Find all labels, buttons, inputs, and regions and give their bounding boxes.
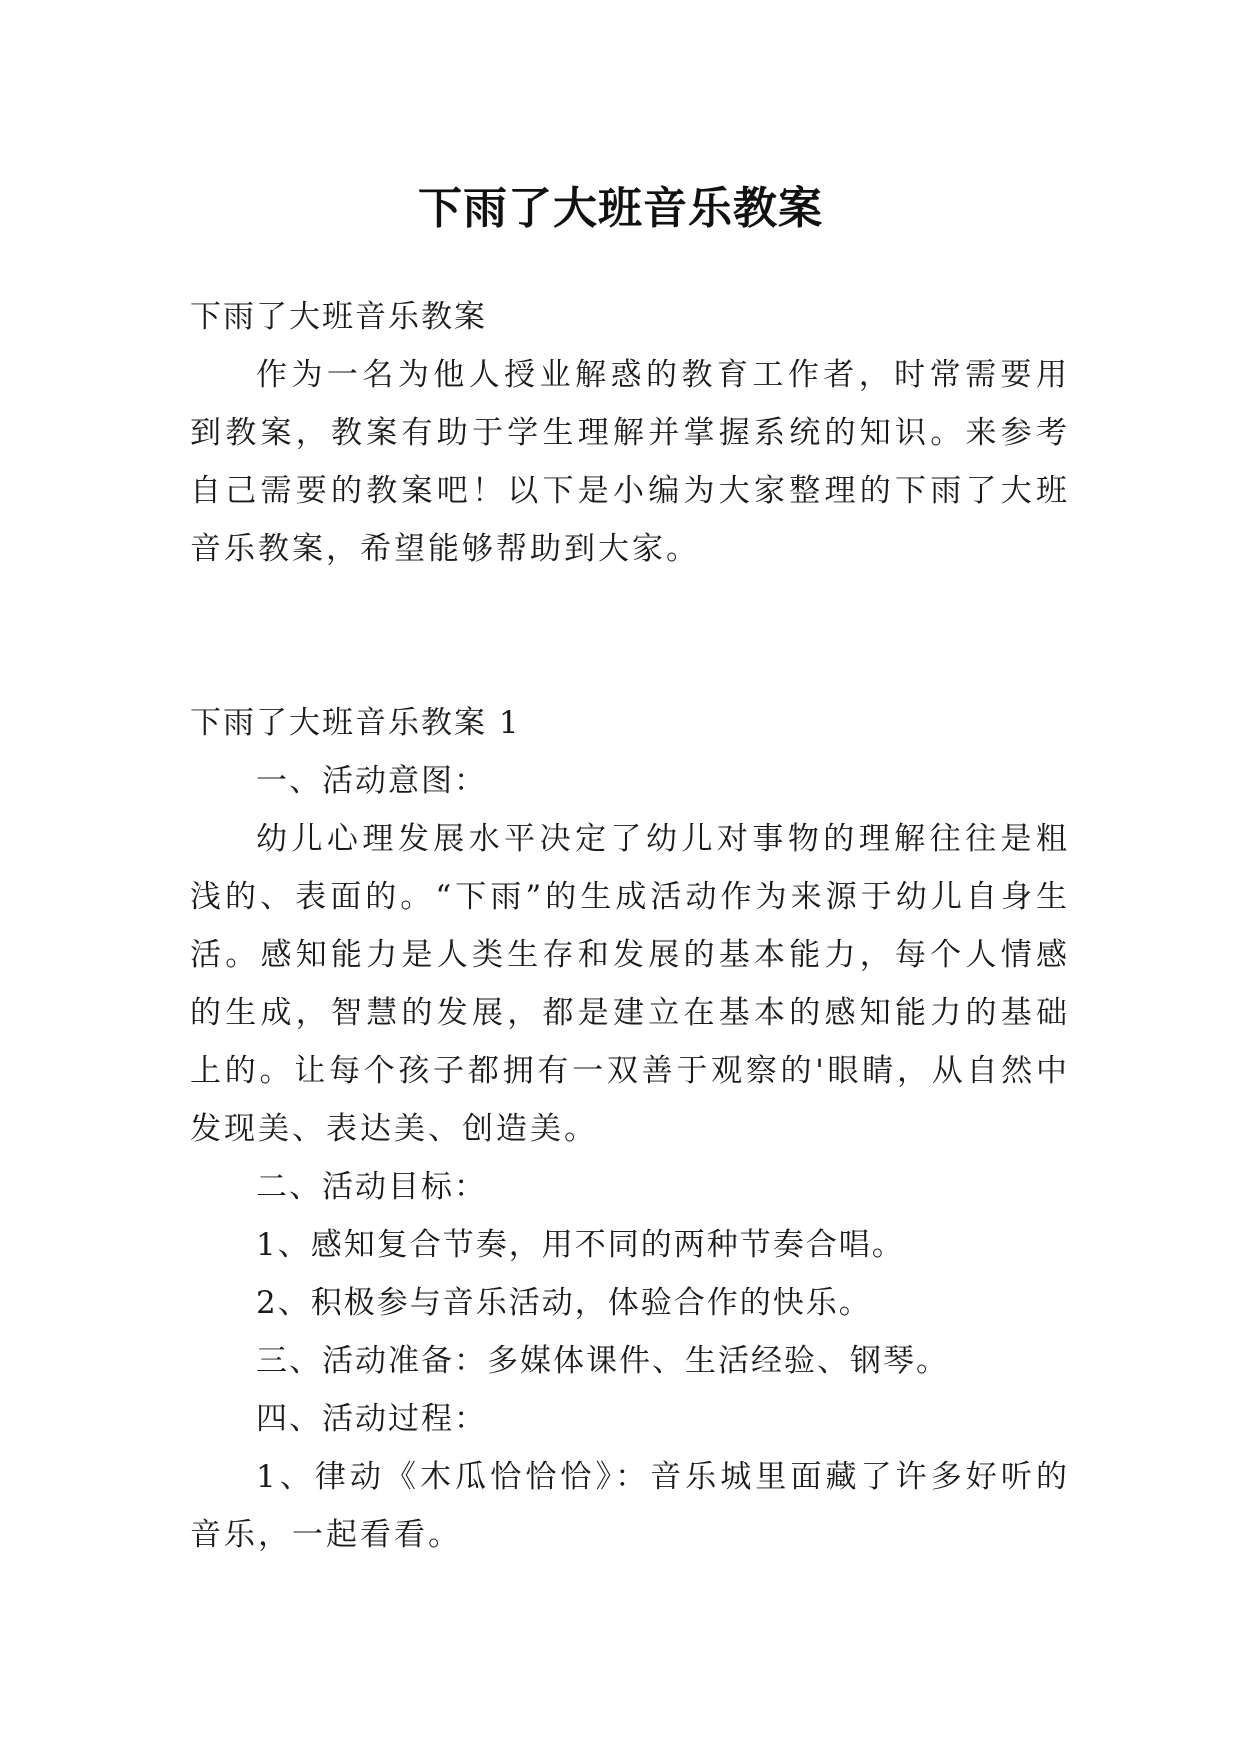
document-title: 下雨了大班音乐教案 bbox=[418, 183, 823, 235]
preparation-line: 三、活动准备：多媒体课件、生活经验、钢琴。 bbox=[256, 1343, 949, 1379]
goal-item-2: 2、积极参与音乐活动，体验合作的快乐。 bbox=[256, 1285, 872, 1321]
document-body bbox=[190, 288, 1070, 1564]
section-heading: 下雨了大班音乐教案 1 bbox=[190, 705, 521, 741]
process-heading: 四、活动过程： bbox=[256, 1401, 487, 1437]
goal-item-1: 1、感知复合节奏，用不同的两种节奏合唱。 bbox=[256, 1227, 905, 1263]
goals-heading: 二、活动目标： bbox=[256, 1169, 487, 1205]
intent-heading: 一、活动意图： bbox=[256, 763, 487, 799]
section-spacer bbox=[190, 578, 1070, 694]
process-item-1: 1、律动《木瓜恰恰恰》：音乐城里面藏了许多好听的音乐，一起看看。 bbox=[190, 1459, 1070, 1553]
intro-paragraph: 作为一名为他人授业解惑的教育工作者，时常需要用到教案，教案有助于学生理解并掌握系统的知识。来参考自己需要的教案吧！以下是小编为大家整理的下雨了大班音乐教案，希望能够帮助到大家。 bbox=[190, 357, 1070, 567]
intro-heading: 下雨了大班音乐教案 bbox=[190, 299, 487, 335]
intent-paragraph: 幼儿心理发展水平决定了幼儿对事物的理解往往是粗浅的、表面的。“下雨”的生成活动作为来源于幼儿自身生活。感知能力是人类生存和发展的基本能力，每个人情感的生成，智慧的发展，都是建立在基本的感知能力的基础上的。让每个孩子都拥有一双善于观察的'眼睛，从自然中发现美、表达美、创造美。 bbox=[190, 821, 1070, 1147]
